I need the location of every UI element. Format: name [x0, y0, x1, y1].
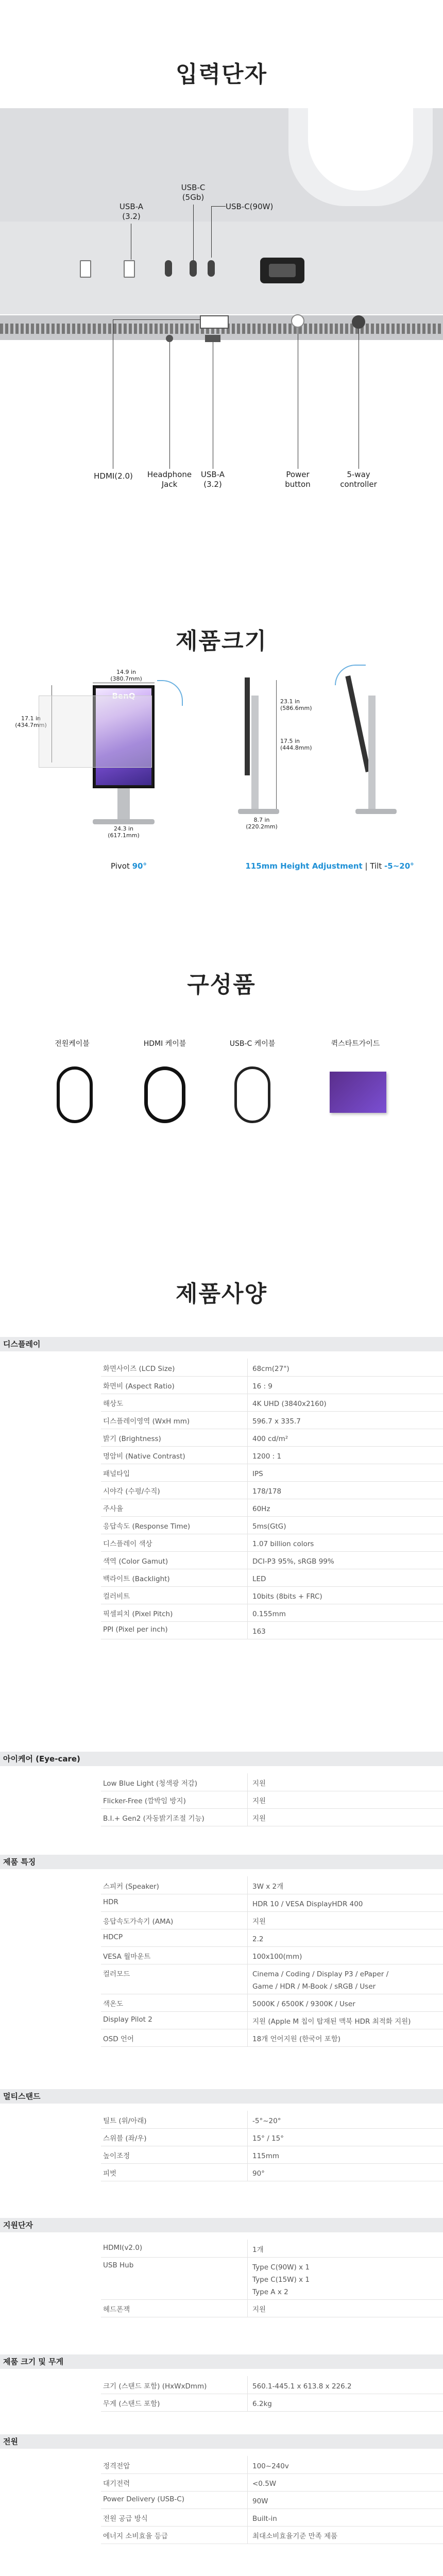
spec-row-key: Display Pilot 2 [103, 2015, 152, 2024]
label-usb-a-top: USB-A (3.2) [119, 202, 144, 221]
spec-row-value: 163 [252, 1628, 266, 1636]
headphone-jack-icon [166, 335, 173, 342]
spec-row-value: 5ms(GtG) [252, 1522, 286, 1531]
spec-row-value: 3W x 2개 [252, 1883, 284, 1891]
spec-row-divider [101, 1481, 443, 1482]
spec-row-value: 2.2 [252, 1935, 264, 1943]
front-base [93, 819, 155, 824]
leader-line [211, 206, 212, 258]
spec-row-value: 10bits (8bits + FRC) [252, 1592, 322, 1601]
spec-row-value: Cinema / Coding / Display P3 / ePaper / Game / HDR / M-Book / sRGB / User [252, 1970, 389, 1991]
spec-row-key: 정격전압 [103, 2462, 130, 2470]
size-section [0, 556, 443, 917]
leader-line [113, 319, 200, 320]
spec-row-key: VESA 월마운트 [103, 1953, 151, 1961]
spec-row-divider [101, 2257, 443, 2258]
spec-row-value: 560.1-445.1 x 613.8 x 226.2 [252, 2382, 352, 2391]
power-button-icon [291, 314, 304, 328]
spec-row-key: 픽셀피치 (Pixel Pitch) [103, 1610, 173, 1618]
spec-row-key: HDMI(v2.0) [103, 2244, 143, 2252]
spec-row-value: 68cm(27") [252, 1365, 289, 1373]
spec-row-value: 4K UHD (3840x2160) [252, 1400, 327, 1408]
spec-row-key: 스위블 (좌/우) [103, 2134, 147, 2143]
spec-row-value: Type C(90W) x 1 Type C(15W) x 1 Type A x 2 [252, 2263, 310, 2296]
spec-row-key: 컬러비트 [103, 1592, 130, 1601]
brand-logo: BenQ [112, 691, 135, 701]
spec-section-header: 전원 [0, 2434, 443, 2449]
side-base-2 [355, 809, 397, 814]
spec-row-key: 크기 (스탠드 포함) (HxWxDmm) [103, 2382, 207, 2391]
leader-line [193, 205, 194, 261]
spec-row-key: 응답속도가속기 (AMA) [103, 1918, 174, 1926]
spec-column-divider [247, 1359, 248, 1639]
spec-row-value: 90° [252, 2170, 265, 2178]
side-monitor-2 [345, 675, 370, 772]
spec-row-value: DCI-P3 95%, sRGB 99% [252, 1557, 334, 1566]
spec-row-key: 밝기 (Brightness) [103, 1435, 161, 1443]
spec-row-value: 60Hz [252, 1505, 270, 1513]
spec-section-header: 멀티스탠드 [0, 2089, 443, 2104]
spec-row-divider [101, 1911, 443, 1912]
spec-row-value: 1200 : 1 [252, 1452, 282, 1461]
item-label-quick-guide: 퀵스타트가이드 [331, 1040, 380, 1048]
quick-guide-icon [330, 1072, 386, 1113]
spec-row-value: 115mm [252, 2152, 280, 2160]
spec-row-divider [101, 1551, 443, 1552]
spec-row-divider [101, 1946, 443, 1947]
spec-row-key: 색역 (Color Gamut) [103, 1557, 168, 1566]
spec-row-divider [101, 2163, 443, 2164]
spec-row-key: OSD 언어 [103, 2035, 134, 2043]
adjust-caption [222, 861, 438, 871]
side-stand-2 [368, 696, 376, 809]
spec-row-divider [101, 1586, 443, 1587]
pivot-value: 90° [132, 861, 147, 871]
spec-row-key: 피벗 [103, 2170, 117, 2178]
label-headphone: Headphone Jack [147, 470, 192, 489]
spec-row-value: 지원 (Apple M 칩이 탑재된 맥북 HDR 최적화 지원) [252, 2018, 411, 2026]
spec-row-key: 무게 (스탠드 포함) [103, 2400, 160, 2408]
spec-row-value: 16 : 9 [252, 1382, 272, 1391]
spec-row-key: 스피커 (Speaker) [103, 1883, 159, 1891]
spec-row-value: 400 cd/m² [252, 1435, 288, 1443]
tilt-arrow-icon [335, 665, 366, 685]
spec-row-value: 178/178 [252, 1487, 282, 1496]
usb-c-port-icon [190, 260, 197, 277]
spec-column-divider [247, 2456, 248, 2544]
spec-row-key: 컬러모드 [103, 1970, 130, 1978]
spec-row-divider [101, 1376, 443, 1377]
hdmi-cable-icon [144, 1066, 185, 1123]
spec-row-key: 화면사이즈 (LCD Size) [103, 1365, 175, 1373]
label-controller: 5-way controller [340, 470, 377, 489]
spec-row-divider [101, 1446, 443, 1447]
dim-line [276, 680, 277, 809]
spec-row-key: 헤드폰잭 [103, 2306, 130, 2314]
dim-bottom-width: 24.3 in (617.1mm) [108, 825, 140, 839]
spec-row-key: 시야각 (수평/수직) [103, 1487, 160, 1496]
spec-row-divider [101, 1411, 443, 1412]
spec-row-key: USB Hub [103, 2261, 134, 2269]
leader-line [211, 206, 226, 207]
spec-row-divider [101, 2411, 443, 2412]
item-label-power-cable: 전원케이블 [55, 1040, 90, 1048]
size-title: 제품크기 [175, 628, 267, 654]
spec-row-value: HDR 10 / VESA DisplayHDR 400 [252, 1900, 363, 1908]
spec-row-value: 최대소비효율기준 만족 제품 [252, 2532, 338, 2540]
spec-row-key: 응답속도 (Response Time) [103, 1522, 191, 1531]
spec-row-value: IPS [252, 1470, 263, 1478]
spec-row-divider [101, 2046, 443, 2047]
spec-row-value: LED [252, 1575, 266, 1583]
spec-row-divider [101, 2011, 443, 2012]
spec-row-key: HDCP [103, 1933, 123, 1941]
spec-row-value: 100x100(mm) [252, 1953, 302, 1961]
usbc-cable-icon [234, 1066, 270, 1123]
tilt-value: -5~20° [384, 861, 414, 871]
item-label-usbc-cable: USB-C 케이블 [229, 1040, 276, 1048]
spec-column-divider [247, 2376, 248, 2411]
usb-a-port-icon [124, 260, 135, 278]
spec-row-divider [101, 2299, 443, 2300]
spec-row-key: 틸트 (위/아래) [103, 2117, 147, 2125]
dim-side-depth: 8.7 in (220.2mm) [246, 817, 278, 831]
spec-column-divider [247, 1876, 248, 2046]
pivot-label: Pivot [111, 861, 130, 871]
label-usb-c-90w: USB-C(90W) [226, 202, 274, 211]
spec-row-divider [101, 2473, 443, 2474]
io-title: 입력단자 [175, 61, 267, 88]
spec-row-value: 100~240v [252, 2462, 289, 2470]
spec-row-key: B.I.+ Gen2 (자동밝기조절 기능) [103, 1815, 205, 1823]
spec-row-divider [101, 2491, 443, 2492]
usb-a-port-icon [80, 260, 91, 278]
side-base-1 [238, 809, 279, 814]
spec-row-key: Power Delivery (USB-C) [103, 2495, 184, 2503]
pivot-caption [88, 861, 170, 871]
spec-row-value: 15° / 15° [252, 2134, 284, 2143]
dim-width-top: 14.9 in (380.7mm) [110, 669, 142, 683]
spec-row-value: 18개 언어지원 (한국어 포함) [252, 2035, 340, 2043]
spec-row-value: 지원 [252, 1918, 266, 1926]
item-label-hdmi-cable: HDMI 케이블 [143, 1040, 186, 1048]
spec-row-divider [101, 1808, 443, 1809]
tilt-label: Tilt [370, 861, 382, 871]
spec-row-value: Built-in [252, 2515, 277, 2523]
spec-row-divider [101, 1516, 443, 1517]
spec-row-value: 1개 [252, 2246, 264, 2254]
spec-row-key: Low Blue Light (청색광 저감) [103, 1780, 198, 1788]
spec-row-key: 대기전력 [103, 2480, 130, 2488]
adjust-sep: | [362, 861, 370, 871]
spec-row-key: PPI (Pixel per inch) [103, 1625, 168, 1634]
spec-row-key: 전원 공급 방식 [103, 2515, 148, 2523]
side-monitor-1 [245, 677, 250, 775]
spec-section [0, 1236, 443, 2576]
spec-row-divider [101, 2128, 443, 2129]
spec-column-divider [247, 2111, 248, 2181]
ghost-landscape-monitor [39, 696, 152, 768]
spec-row-key: 패널타입 [103, 1470, 130, 1478]
usb-c-port-icon [165, 260, 172, 277]
spec-row-key: 주사율 [103, 1505, 124, 1513]
spec-section-header: 아이케어 (Eye-care) [0, 1752, 443, 1766]
spec-row-key: 에너지 소비효율 등급 [103, 2532, 168, 2540]
spec-row-value: 지원 [252, 2306, 266, 2314]
spec-section-header: 제품 특징 [0, 1855, 443, 1869]
spec-row-key: HDR [103, 1898, 118, 1906]
leader-line [169, 342, 170, 469]
power-socket-inner-icon [269, 264, 296, 277]
spec-title: 제품사양 [175, 1281, 267, 1307]
spec-row-value: 0.155mm [252, 1610, 286, 1618]
spec-row-value: 90W [252, 2497, 268, 2505]
spec-row-key: 해상도 [103, 1400, 124, 1408]
spec-row-divider [101, 1621, 443, 1622]
side-stand-1 [251, 696, 259, 809]
usb-c-port-icon [208, 260, 215, 277]
io-section [0, 0, 443, 556]
contents-section [0, 917, 443, 1236]
spec-row-divider [101, 2526, 443, 2527]
spec-row-value: 1.07 billion colors [252, 1540, 314, 1548]
pivot-arrow-icon [157, 680, 183, 706]
spec-row-key: 디스플레이영역 (WxH mm) [103, 1417, 190, 1426]
dim-height-left: 17.1 in (434.7mm) [15, 715, 47, 729]
usb-a-bottom-port-icon [205, 335, 220, 342]
spec-row-value: 5000K / 6500K / 9300K / User [252, 2000, 355, 2008]
spec-section-header: 디스플레이 [0, 1337, 443, 1351]
controller-icon [352, 315, 365, 329]
spec-row-key: Flicker-Free (깜박임 방지) [103, 1797, 186, 1805]
dim-side-height-mid: 17.5 in (444.8mm) [280, 738, 312, 752]
power-cable-icon [57, 1066, 93, 1123]
spec-row-value: -5°~20° [252, 2117, 281, 2125]
spec-row-key: 백라이트 (Backlight) [103, 1575, 170, 1583]
label-usb-c-top: USB-C (5Gb) [181, 183, 206, 202]
spec-row-value: <0.5W [252, 2480, 277, 2488]
adjust-label: 115mm Height Adjustment [245, 861, 363, 871]
spec-row-key: 색온도 [103, 2000, 124, 2008]
spec-row-key: 명암비 (Native Contrast) [103, 1452, 185, 1461]
label-power-button: Power button [285, 470, 311, 489]
hdmi-port-icon [200, 315, 229, 329]
spec-section-header: 제품 크기 및 무게 [0, 2354, 443, 2369]
spec-row-value: 지원 [252, 1815, 266, 1823]
spec-section-header: 지원단자 [0, 2218, 443, 2232]
dim-side-height-top: 23.1 in (586.6mm) [280, 698, 312, 712]
label-usb-a-bottom: USB-A (3.2) [200, 470, 225, 489]
spec-row-key: 높이조정 [103, 2152, 130, 2160]
contents-title: 구성품 [187, 972, 256, 998]
spec-row-value: 6.2kg [252, 2400, 272, 2408]
label-hdmi: HDMI(2.0) [94, 471, 133, 481]
spec-row-key: 화면비 (Aspect Ratio) [103, 1382, 175, 1391]
spec-row-value: 596.7 x 335.7 [252, 1417, 301, 1426]
spec-column-divider [247, 1773, 248, 1826]
spec-column-divider [247, 2240, 248, 2317]
port-panel [0, 222, 443, 314]
spec-row-key: 디스플레이 색상 [103, 1540, 152, 1548]
spec-row-value: 지원 [252, 1780, 266, 1788]
spec-row-value: 지원 [252, 1797, 266, 1805]
front-stand [117, 788, 130, 819]
